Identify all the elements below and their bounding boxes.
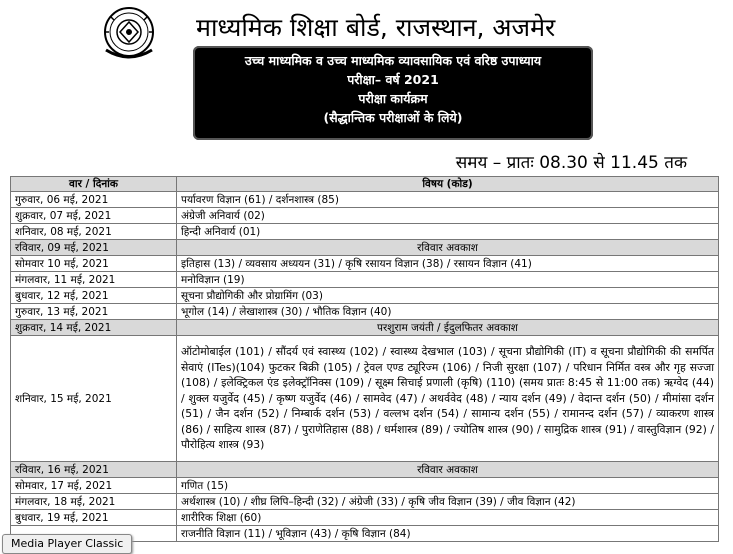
row-date: सोमवार 10 मई, 2021: [11, 256, 177, 272]
header-subject: विषय (कोड): [177, 177, 719, 192]
row-subjects: हिन्दी अनिवार्य (01): [177, 224, 719, 240]
row-date: बुधवार, 12 मई, 2021: [11, 288, 177, 304]
board-title: माध्यमिक शिक्षा बोर्ड, राजस्थान, अजमेर: [196, 13, 556, 42]
table-row: [11, 304, 719, 320]
holiday-row: [11, 462, 719, 478]
row-date: गुरुवार, 06 मई, 2021: [11, 192, 177, 208]
row-subjects: रविवार अवकाश: [177, 462, 719, 478]
media-player-taskbar-button[interactable]: Media Player Classic: [2, 534, 132, 554]
exam-year-line: परीक्षा– वर्ष 2021: [347, 72, 439, 87]
row-date: शुक्रवार, 14 मई, 2021: [11, 320, 177, 336]
row-subjects: इतिहास (13) / व्यवसाय अध्ययन (31) / कृषि रसायन विज्ञान (38) / रसायन विज्ञान (41): [177, 256, 719, 272]
row-subjects: गणित (15): [177, 478, 719, 494]
row-date: रविवार, 09 मई, 2021: [11, 240, 177, 256]
row-subjects: अर्थशास्त्र (10) / शीघ्र लिपि–हिन्दी (32) / अंग्रेजी (33) / कृषि जीव विज्ञान (39) / जीव विज्ञान (42): [177, 494, 719, 510]
row-date: शनिवार, 08 मई, 2021: [11, 224, 177, 240]
row-date: गुरुवार, 13 मई, 2021: [11, 304, 177, 320]
exam-theory-line: (सैद्धान्तिक परीक्षाओं के लिये): [323, 110, 463, 125]
row-date: शुक्रवार, 07 मई, 2021: [11, 208, 177, 224]
row-date: रविवार, 16 मई, 2021: [11, 462, 177, 478]
row-subjects: शारीरिक शिक्षा (60): [177, 510, 719, 526]
board-seal-logo: [98, 4, 160, 62]
table-row: [11, 256, 719, 272]
row-subjects: रविवार अवकाश: [177, 240, 719, 256]
table-row: [11, 336, 719, 462]
row-date: मंगलवार, 18 मई, 2021: [11, 494, 177, 510]
exam-schedule-table: [10, 176, 719, 542]
row-date: बुधवार, 19 मई, 2021: [11, 510, 177, 526]
table-row: [11, 208, 719, 224]
exam-title-line: उच्च माध्यमिक व उच्च माध्यमिक व्यावसायिक एवं वरिष्ठ उपाध्याय: [244, 53, 542, 68]
exam-title-box: [193, 46, 593, 140]
table-row: [11, 224, 719, 240]
row-subjects: सूचना प्रौद्योगिकी और प्रोग्रामिंग (03): [177, 288, 719, 304]
row-date: मंगलवार, 11 मई, 2021: [11, 272, 177, 288]
table-row: [11, 494, 719, 510]
row-date: सोमवार, 17 मई, 2021: [11, 478, 177, 494]
row-subjects: परशुराम जयंती / ईदुलफितर अवकाश: [177, 320, 719, 336]
table-header-row: [11, 177, 719, 192]
table-row: [11, 288, 719, 304]
holiday-row: [11, 240, 719, 256]
header-date: वार / दिनांक: [11, 177, 177, 192]
table-row: [11, 510, 719, 526]
table-row: [11, 272, 719, 288]
holiday-row: [11, 320, 719, 336]
row-subjects: अंग्रेजी अनिवार्य (02): [177, 208, 719, 224]
row-subjects: पर्यावरण विज्ञान (61) / दर्शनशास्त्र (85): [177, 192, 719, 208]
exam-time: समय – प्रातः 08.30 से 11.45 तक: [455, 153, 687, 173]
row-date: शनिवार, 15 मई, 2021: [11, 336, 177, 462]
row-subjects: ऑटोमोबाईल (101) / सौंदर्य एवं स्वास्थ्य (102) / स्वास्थ्य देखभाल (103) / सूचना प्रौद्योगिकी (IT) व सूचना प्रौद्योगिकी की समर्पित सेवाएं (ITes)(104) फुटकर बिक्री (105) / ट्रेवल एण्ड ट्यूरिज्म (106) / निजी सुरक्षा (107) / परिधान निर्मित वस्त्र और गृह सज्जा (108) / इलेक्ट्रिकल एंड इलेक्ट्रॉनिक्स (109) / सूक्ष्म सिचाई प्रणाली (कृषि) (110) (समय प्रातः 8:45 से 11:00 तक) ऋग्वेद (44) / शुक्ल यजुर्वेद (45) / कृष्ण यजुर्वेद (46) / सामवेद (47) / अथर्ववेद (48) / न्याय दर्शन (49) / वेदान्त दर्शन (50) / मीमांसा दर्शन (51) / जैन दर्शन (52) / निम्बार्क दर्शन (53) / वल्लभ दर्शन (54) / सामान्य दर्शन (55) / रामानन्द दर्शन (57) / व्याकरण शास्त्र (86) / साहित्य शास्त्र (87) / पुराणेतिहास (88) / धर्मशास्त्र (89) / ज्योतिष शास्त्र (90) / सामुद्रिक शास्त्र (91) / वास्तुविज्ञान (92) / पौरोहित्य शास्त्र (93): [177, 336, 719, 462]
exam-program-line: परीक्षा कार्यक्रम: [358, 91, 428, 106]
row-subjects: भूगोल (14) / लेखाशास्त्र (30) / भौतिक विज्ञान (40): [177, 304, 719, 320]
table-row: [11, 478, 719, 494]
row-subjects: मनोविज्ञान (19): [177, 272, 719, 288]
row-subjects: राजनीति विज्ञान (11) / भूविज्ञान (43) / कृषि विज्ञान (84): [177, 526, 719, 542]
table-row: [11, 192, 719, 208]
